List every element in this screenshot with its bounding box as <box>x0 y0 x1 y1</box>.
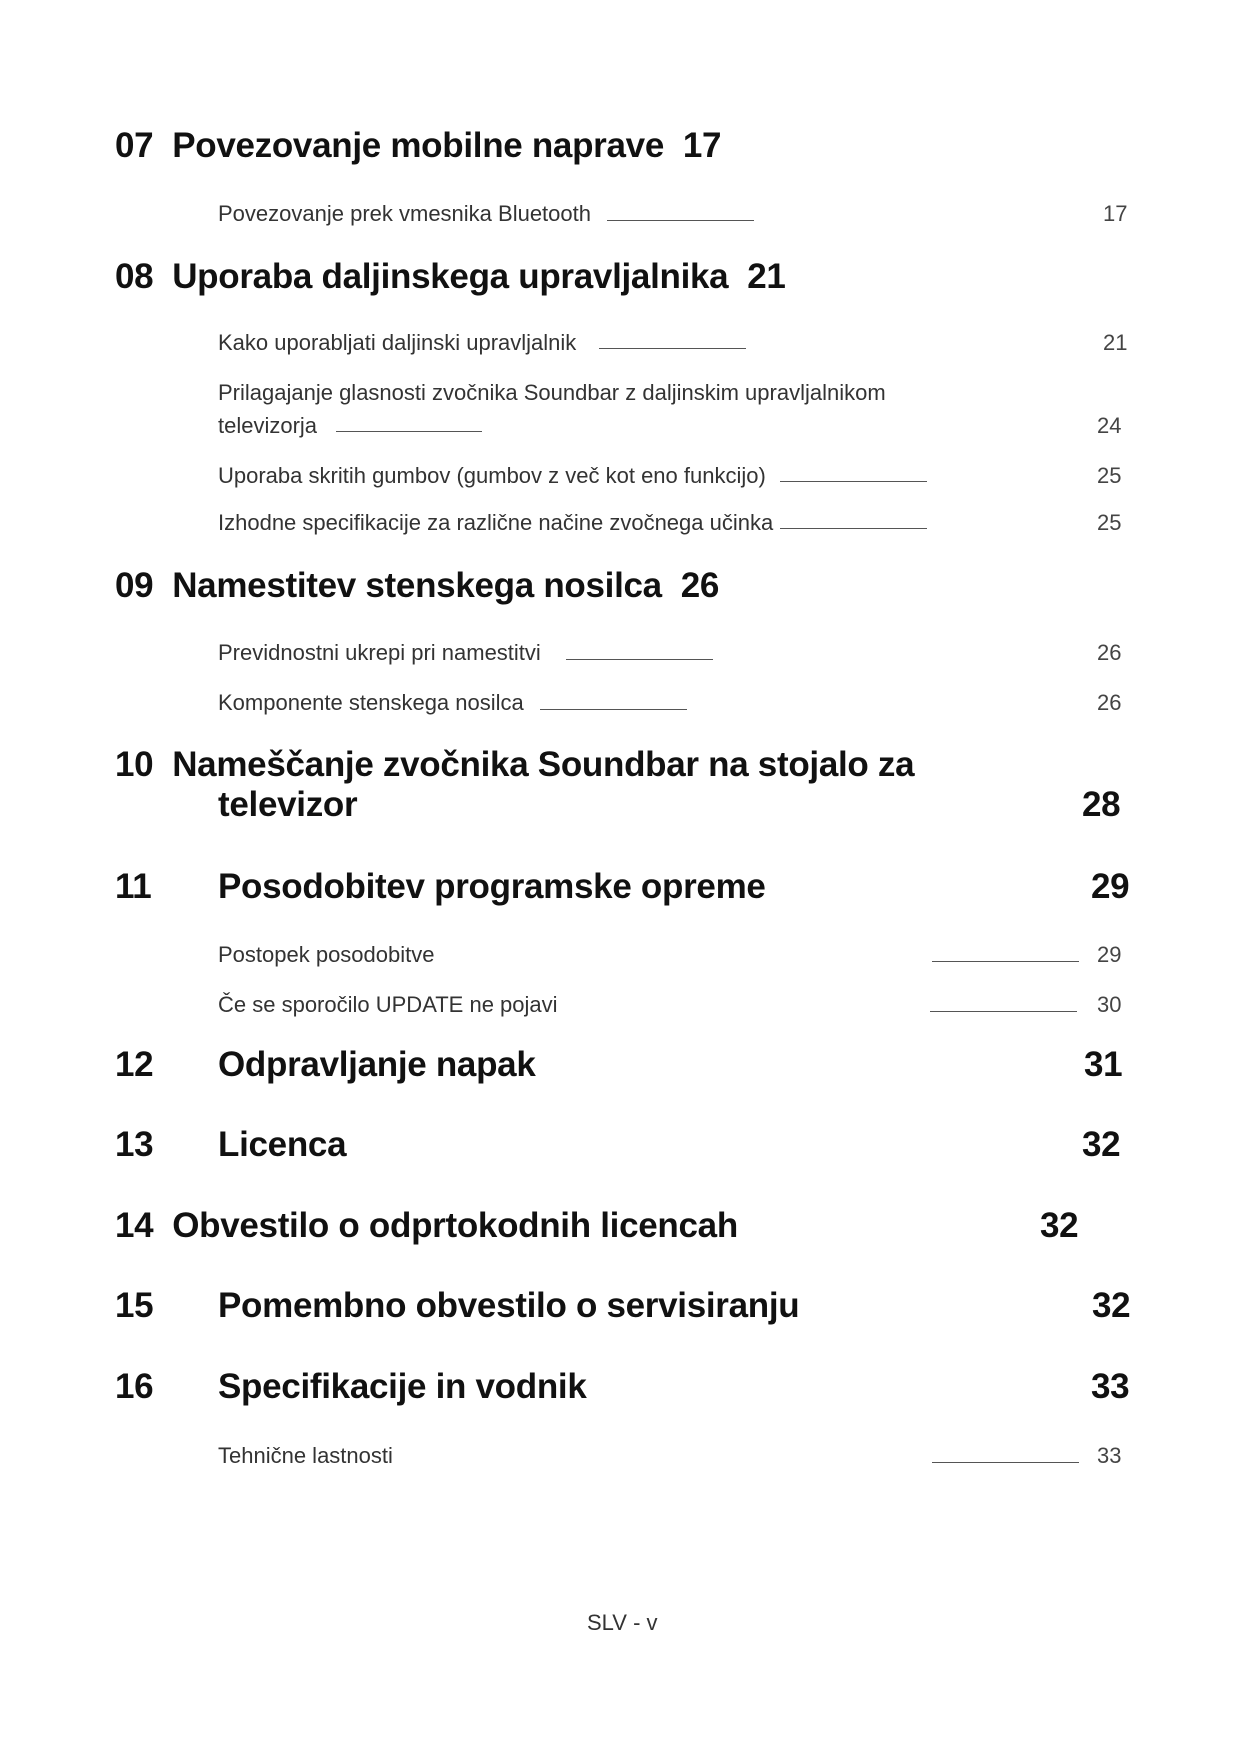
toc-item-page: 25 <box>1097 510 1122 535</box>
toc-item-tv-remote-volume-cont[interactable]: televizorja <box>218 413 318 438</box>
toc-section-16[interactable]: Specifikacije in vodnik <box>218 1367 587 1406</box>
section-page: 32 <box>1092 1286 1131 1325</box>
leader-line <box>599 348 746 349</box>
toc-item-update-missing[interactable]: Če se sporočilo UPDATE ne pojavi <box>218 992 558 1017</box>
section-number: 13 <box>115 1125 154 1164</box>
leader-line <box>566 659 713 660</box>
toc-item-technical-specs[interactable]: Tehnične lastnosti <box>218 1443 393 1468</box>
toc-section-12[interactable]: Odpravljanje napak <box>218 1045 536 1084</box>
leader-line <box>932 961 1079 962</box>
section-number: 08 <box>115 257 154 296</box>
toc-item-page: 30 <box>1097 992 1122 1017</box>
toc-item-update-procedure[interactable]: Postopek posodobitve <box>218 942 435 967</box>
leader-line <box>336 431 482 432</box>
toc-item-page: 21 <box>1103 330 1128 355</box>
section-title: Namestitev stenskega nosilca <box>172 566 662 605</box>
section-number: 16 <box>115 1367 154 1406</box>
section-page: 33 <box>1091 1367 1130 1406</box>
section-page: 32 <box>1082 1125 1121 1164</box>
leader-line <box>540 709 687 710</box>
section-number: 11 <box>115 867 152 906</box>
section-number: 10 <box>115 745 154 784</box>
page-footer: SLV - v <box>587 1610 658 1635</box>
toc-item-page: 17 <box>1103 201 1128 226</box>
leader-line <box>780 528 927 529</box>
section-title: Nameščanje zvočnika Soundbar na stojalo za <box>172 745 915 784</box>
toc-item-page: 26 <box>1097 640 1122 665</box>
toc-item-page: 33 <box>1097 1443 1122 1468</box>
section-number: 15 <box>115 1286 154 1325</box>
section-title: Povezovanje mobilne naprave <box>172 126 664 165</box>
section-number: 07 <box>115 126 154 165</box>
toc-section-10[interactable] <box>115 745 914 785</box>
toc-item-page: 29 <box>1097 942 1122 967</box>
toc-item-output-specs[interactable]: Izhodne specifikacije za različne načine zvočnega učinka <box>218 510 774 535</box>
toc-item-bluetooth[interactable]: Povezovanje prek vmesnika Bluetooth <box>218 201 591 226</box>
leader-line <box>932 1462 1079 1463</box>
leader-line <box>607 220 754 221</box>
section-page: 28 <box>1082 785 1121 824</box>
toc-item-remote-usage[interactable]: Kako uporabljati daljinski upravljalnik <box>218 330 577 355</box>
toc-section-13[interactable]: Licenca <box>218 1125 347 1164</box>
leader-line <box>780 481 927 482</box>
toc-section-14[interactable] <box>115 1206 738 1246</box>
leader-line <box>930 1011 1077 1012</box>
section-number: 09 <box>115 566 154 605</box>
section-page: 26 <box>680 566 720 605</box>
toc-section-07[interactable] <box>115 126 721 166</box>
toc-item-bracket-components[interactable]: Komponente stenskega nosilca <box>218 690 524 715</box>
toc-item-page: 24 <box>1097 413 1122 438</box>
section-title-cont[interactable]: televizor <box>218 785 358 824</box>
toc-section-08[interactable] <box>115 257 786 297</box>
toc-section-15[interactable]: Pomembno obvestilo o servisiranju <box>218 1286 800 1325</box>
section-page: 32 <box>1040 1206 1079 1245</box>
section-page: 17 <box>682 126 722 165</box>
toc-item-hidden-buttons[interactable]: Uporaba skritih gumbov (gumbov z več kot eno funkcijo) <box>218 463 766 488</box>
section-title: Obvestilo o odprtokodnih licencah <box>172 1206 738 1245</box>
toc-item-precautions[interactable]: Previdnostni ukrepi pri namestitvi <box>218 640 541 665</box>
toc-item-page: 25 <box>1097 463 1122 488</box>
section-page: 31 <box>1084 1045 1123 1084</box>
toc-item-page: 26 <box>1097 690 1122 715</box>
toc-item-tv-remote-volume[interactable]: Prilagajanje glasnosti zvočnika Soundbar z daljinskim upravljalnikom <box>218 380 886 405</box>
section-page: 21 <box>747 257 786 296</box>
section-number: 12 <box>115 1045 154 1084</box>
toc-section-09[interactable] <box>115 566 719 606</box>
section-title: Uporaba daljinskega upravljalnika <box>172 257 729 296</box>
section-number: 14 <box>115 1206 154 1245</box>
toc-section-11[interactable]: Posodobitev programske opreme <box>218 867 766 906</box>
section-page: 29 <box>1091 867 1130 906</box>
